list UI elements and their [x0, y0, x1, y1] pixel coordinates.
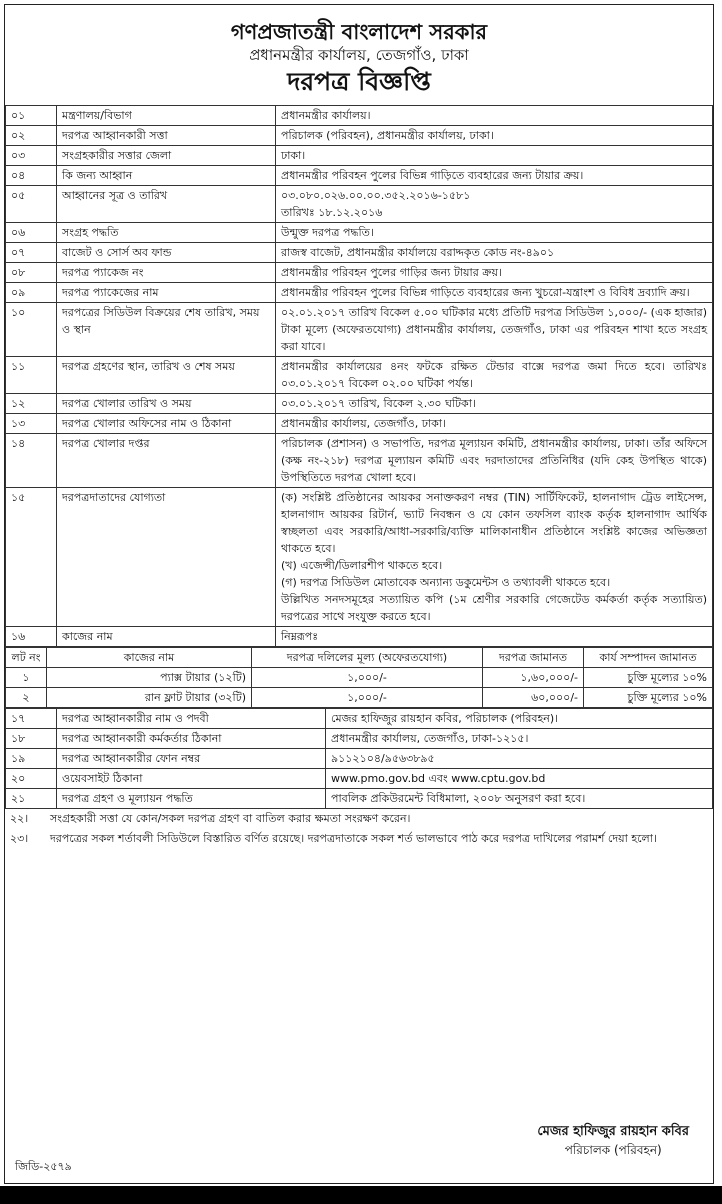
table-row: ০৮ দরপত্র প্যাকেজ নং প্রধানমন্ত্রীর পরিবহন পুলের গাড়ির জন্য টায়ার ক্রয়।: [6, 263, 713, 283]
gd-code: জিডি-২৫৭৯: [15, 1160, 72, 1173]
tender-info-table: [5, 105, 713, 647]
table-row: ১৬ কাজের নাম নিম্নরূপঃ: [6, 627, 713, 647]
eligibility-c: (গ) দরপত্র সিডিউল মোতাবেক অন্যান্য ডকুমেন্টস ও তথ্যাবলী থাকতে হবে।: [281, 576, 611, 589]
office-subtitle: প্রধানমন্ত্রীর কার্যালয়, তেজগাঁও, ঢাকা: [249, 46, 469, 64]
table-row: ১৩ দরপত্র খোলার অফিসের নাম ও ঠিকানা প্রধানমন্ত্রীর কার্যালয়, তেজগাঁও, ঢাকা।: [6, 414, 713, 434]
table-row: ১৯ দরপত্র আহ্বানকারীর ফোন নম্বর ৯১১২১০৪/৯৫৬৩৮৯৫: [6, 749, 713, 769]
table-row: ২০ ওয়েবসাইট ঠিকানা www.pmo.gov.bd এবং www.cptu.gov.bd: [6, 769, 713, 789]
signature-block: [537, 1122, 689, 1159]
tender-notice: [4, 4, 714, 1184]
table-row: ০২ দরপত্র আহ্বানকারী সত্তা পরিচালক (পরিবহন), প্রধানমন্ত্রীর কার্যালয়, ঢাকা।: [6, 126, 713, 146]
lot-row: ১ প্যাক্স টায়ার (১২টি) ১,০০০/- ১,৬০,০০০/- চুক্তি মূল্যের ১০%: [6, 668, 713, 688]
cptu-website-link[interactable]: www.cptu.gov.bd: [451, 772, 546, 785]
note-22: ২২। সংগ্রহকারী সত্তা যে কোন/সকল দরপত্র গ্রহণ বা বাতিল করার ক্ষমতা সংরক্ষণ করেন।: [10, 812, 411, 825]
notice-header: [5, 19, 713, 99]
table-row: ০১ মন্ত্রণালয়/বিভাগ প্রধানমন্ত্রীর কার্যালয়।: [6, 106, 713, 126]
eligibility-b: (খ) এজেন্সী/ডিলারশীপ থাকতে হবে।: [281, 559, 443, 572]
bottom-black-bar: [0, 1186, 722, 1204]
table-row: ০৯ দরপত্র প্যাকেজের নাম প্রধানমন্ত্রীর পরিবহন পুলের বিভিন্ন গাড়িতে ব্যবহারের জন্য খুচরো-যন্ত্রাংশ ও বিবিধ দ্রব্যাদি ক্রয়।: [6, 283, 713, 303]
note-23: ২৩। দরপত্রের সকল শর্তাবলী সিডিউলে বিস্তারিত বর্ণিত রয়েছে। দরপত্রদাতাকে সকল শর্ত ভালভাবে পাঠ করে দরপত্র দাখিলের পরামর্শ দেয়া হলো।: [10, 832, 657, 845]
footer-notes: [5, 809, 713, 849]
table-row: ০৫ আহ্বানের সূত্র ও তারিখ ০৩.০৮০.০২৬.০০.০০.৩৫২.২০১৬-১৫৮১ তারিখঃ ১৮.১২.২০১৬: [6, 186, 713, 223]
pmo-website-link[interactable]: www.pmo.gov.bd: [331, 772, 426, 785]
table-row: ১০ দরপত্রের সিডিউল বিক্রয়ের শেষ তারিখ, সময় ও স্থান ০২.০১.২০১৭ তারিখ বিকেল ৫.০০ ঘটিকার মধ্যে প্রতিটি দরপত্র সিডিউল ১,০০০/- (এক হাজার) টাকা মূল্যে (অফেরতযোগ্য) প্রধানমন্ত্রীর কার্যালয়, তেজগাঁও, ঢাকা এর পরিবহন শাখা হতে সংগ্রহ করা যাবে।: [6, 303, 713, 357]
reference-date: তারিখঃ ১৮.১২.২০১৬: [281, 206, 383, 219]
signer-title: পরিচালক (পরিবহন): [564, 1143, 662, 1157]
eligibility-a: (ক) সংশ্লিষ্ট প্রতিষ্ঠানের আয়কর সনাক্তকরণ নম্বর (TIN) সার্টিফিকেট, হালনাগাদ ট্রেড লাইসেন্স, হালনাগাদ আয়কর রিটার্ন, ভ্যাট নিবন্ধন ও যে কোন তফসিল ব্যাংক কর্তৃক হালনাগাদ আর্থিক স্বচ্ছলতা এবং সরকারি/আধা-সরকারি/ব্যক্তি মালিকানাধীন প্রতিষ্ঠানে সংশ্লিষ্ট কাজের অভিজ্ঞতা থাকতে হবে।: [281, 491, 707, 555]
table-row: ০৬ সংগ্রহ পদ্ধতি উন্মুক্ত দরপত্র পদ্ধতি।: [6, 223, 713, 243]
table-row: ১১ দরপত্র গ্রহণের স্থান, তারিখ ও শেষ সময় প্রধানমন্ত্রীর কার্যালয়ের ৪নং ফটকে রক্ষিত টেন্ডার বাক্সে দরপত্র জমা দিতে হবে। তারিখঃ ০৩.০১.২০১৭ বিকেল ০২.০০ ঘটিকা পর্যন্ত।: [6, 357, 713, 394]
table-row: ১২ দরপত্র খোলার তারিখ ও সময় ০৩.০১.২০১৭ তারিখ, বিকেল ২.৩০ ঘটিকা।: [6, 394, 713, 414]
table-row: ০৭ বাজেট ও সোর্স অব ফান্ড রাজস্ব বাজেট, প্রধানমন্ত্রীর কার্যালয়ে বরাদ্দকৃত কোড নং-৪৯০১: [6, 243, 713, 263]
lot-row: ২ রান ফ্লাট টায়ার (৩২টি) ১,০০০/- ৬০,০০০/- চুক্তি মূল্যের ১০%: [6, 688, 713, 708]
contact-table: [5, 708, 713, 809]
notice-title: দরপত্র বিজ্ঞপ্তি: [287, 67, 431, 96]
table-row: ১৪ দরপত্র খোলার দপ্তর পরিচালক (প্রশাসন) ও সভাপতি, দরপত্র মূল্যায়ন কমিটি, প্রধানমন্ত্রীর কার্যালয়, ঢাকা। তাঁর অফিসে (কক্ষ নং-২১৮) দরপত্র মূল্যায়ন কমিটি এবং দরদাতাদের প্রতিনিধির (যদি কেহ উপস্থিত থাকে) উপস্থিতিতে দরপত্র খোলা হবে।: [6, 434, 713, 488]
table-row: ১৮ দরপত্র আহ্বানকারী কর্মকর্তার ঠিকানা প্রধানমন্ত্রীর কার্যালয়, তেজগাঁও, ঢাকা-১২১৫।: [6, 729, 713, 749]
table-row: ২১ দরপত্র গ্রহণ ও মূল্যায়ন পদ্ধতি পাবলিক প্রকিউরমেন্ট বিধিমালা, ২০০৮ অনুসরণ করা হবে।: [6, 789, 713, 809]
reference-number: ০৩.০৮০.০২৬.০০.০০.৩৫২.২০১৬-১৫৮১: [281, 189, 471, 202]
table-row: ০৪ কি জন্য আহ্বান প্রধানমন্ত্রীর পরিবহন পুলের বিভিন্ন গাড়িতে ব্যবহারের জন্য টায়ার ক্রয়।: [6, 166, 713, 186]
table-row: ১৭ দরপত্র আহ্বানকারীর নাম ও পদবী মেজর হাফিজুর রায়হান কবির, পরিচালক (পরিবহন)।: [6, 709, 713, 729]
signer-name: মেজর হাফিজুর রায়হান কবির: [537, 1124, 689, 1139]
eligibility-note: উল্লিখিত সনদসমূহের সত্যায়িত কপি (১ম শ্রেণীর সরকারি গেজেটেড কর্মকর্তা কর্তৃক সত্যায়িত) দরপত্রের সাথে সংযুক্ত করতে হবে।: [281, 593, 707, 623]
government-title: গণপ্রজাতন্ত্রী বাংলাদেশ সরকার: [230, 20, 488, 44]
lot-table: [5, 647, 713, 708]
table-row: ১৫ দরপত্রদাতাদের যোগ্যতা (ক) সংশ্লিষ্ট প্রতিষ্ঠানের আয়কর সনাক্তকরণ নম্বর (TIN) সার্টিফিকেট, হালনাগাদ ট্রেড লাইসেন্স, হালনাগাদ আয়কর রিটার্ন, ভ্যাট নিবন্ধন ও যে কোন তফসিল ব্যাংক কর্তৃক হালনাগাদ আর্থিক স্বচ্ছলতা এবং সরকারি/আধা-সরকারি/ব্যক্তি মালিকানাধীন প্রতিষ্ঠানে সংশ্লিষ্ট কাজের অভিজ্ঞতা থাকতে হবে। (খ) এজেন্সী/ডিলারশীপ থাকতে হবে। (গ) দরপত্র সিডিউল মোতাবেক অন্যান্য ডকুমেন্টস ও তথ্যাবলী থাকতে হবে। উল্লিখিত সনদসমূহের সত্যায়িত কপি (১ম শ্রেণীর সরকারি গেজেটেড কর্মকর্তা কর্তৃক সত্যায়িত) দরপত্রের সাথে সংযুক্ত করতে হবে।: [6, 488, 713, 627]
table-row: ০৩ সংগ্রহকারীর সত্তার জেলা ঢাকা।: [6, 146, 713, 166]
lot-table-header: লট নং কাজের নাম দরপত্র দলিলের মূল্য (অফেরতযোগ্য) দরপত্র জামানত কার্য সম্পাদন জামানত: [6, 648, 713, 668]
